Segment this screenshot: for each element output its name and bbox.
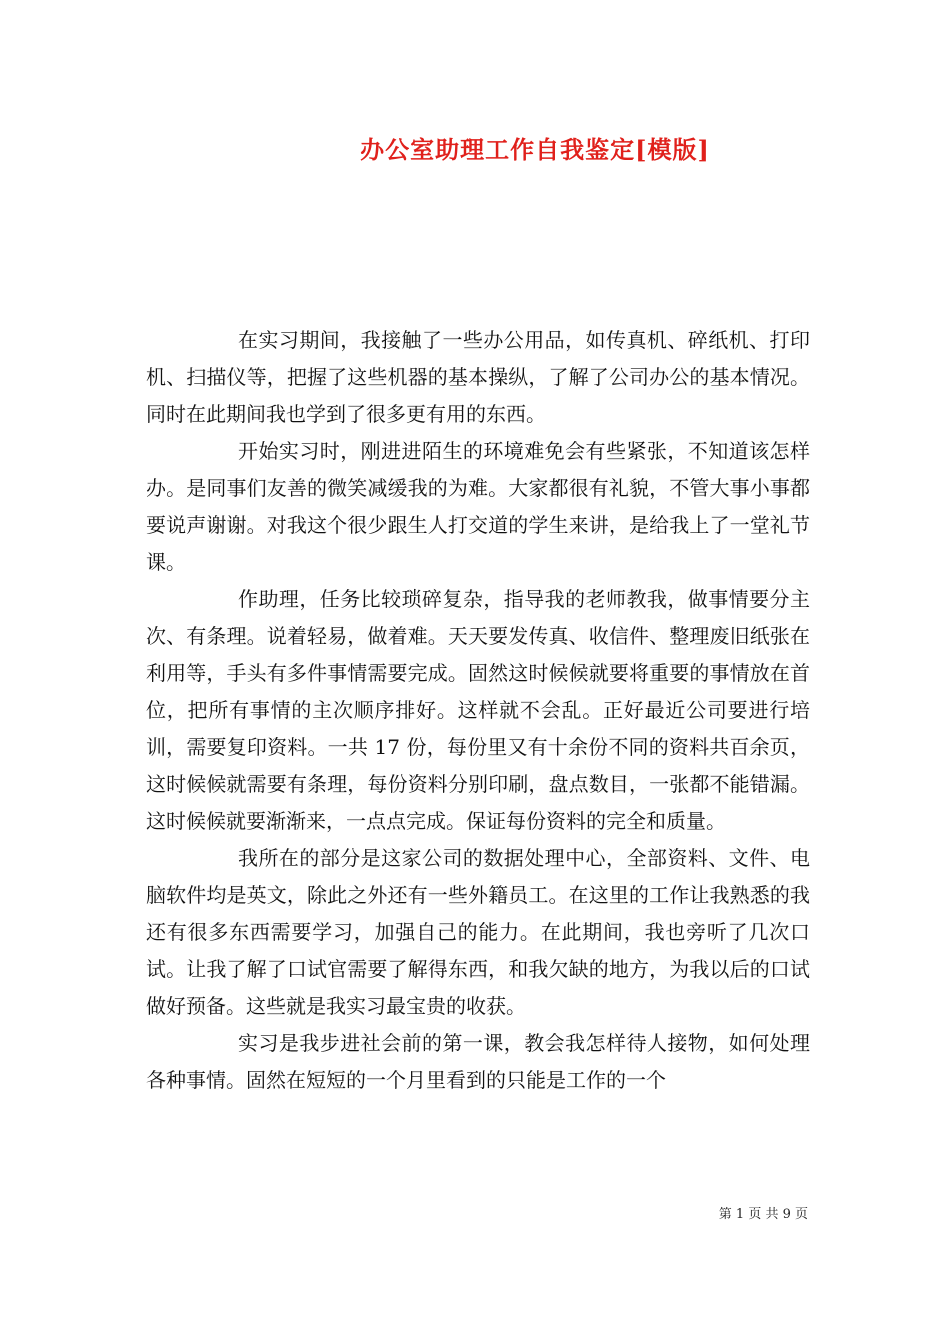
page-number: 第 1 页 共 9 页 bbox=[718, 1207, 808, 1222]
paragraph: 实习是我步进社会前的第一课，教会我怎样待人接物，如何处理各种事情。固然在短短的一个月里看到的只能是工作的一个 bbox=[146, 1031, 810, 1092]
document-title: 办公室助理工作自我鉴定[模版] bbox=[360, 135, 710, 164]
paragraph: 在实习期间，我接触了一些办公用品，如传真机、碎纸机、打印机、扫描仪等，把握了这些机器的基本操纵，了解了公司办公的基本情况。同时在此期间我也学到了很多更有用的东西。 bbox=[146, 328, 810, 426]
paragraph: 作助理，任务比较琐碎复杂，指导我的老师教我，做事情要分主次、有条理。说着轻易，做着难。天天要发传真、收信件、整理废旧纸张在利用等，手头有多件事情需要完成。固然这时候候就要将重要的事情放在首位，把所有事情的主次顺序排好。这样就不会乱。正好最近公司要进行培训，需要复印资料。一共 17 份，每份里又有十余份不同的资料共百余页，这时候候就需要有条理，每份资料分别印刷，盘点数目，一张都不能错漏。这时候候就要渐渐来，一点点完成。保证每份资料的完全和质量。 bbox=[146, 587, 810, 833]
document-body bbox=[146, 322, 810, 1099]
paragraph: 我所在的部分是这家公司的数据处理中心，全部资料、文件、电脑软件均是英文，除此之外还有一些外籍员工。在这里的工作让我熟悉的我还有很多东西需要学习，加强自己的能力。在此期间，我也旁听了几次口试。让我了解了口试官需要了解得东西，和我欠缺的地方，为我以后的口试做好预备。这些就是我实习最宝贵的收获。 bbox=[146, 846, 810, 1018]
paragraph: 开始实习时，刚进进陌生的环境难免会有些紧张，不知道该怎样办。是同事们友善的微笑减缓我的为难。大家都很有礼貌，不管大事小事都要说声谢谢。对我这个很少跟生人打交道的学生来讲，是给我上了一堂礼节课。 bbox=[146, 439, 810, 574]
